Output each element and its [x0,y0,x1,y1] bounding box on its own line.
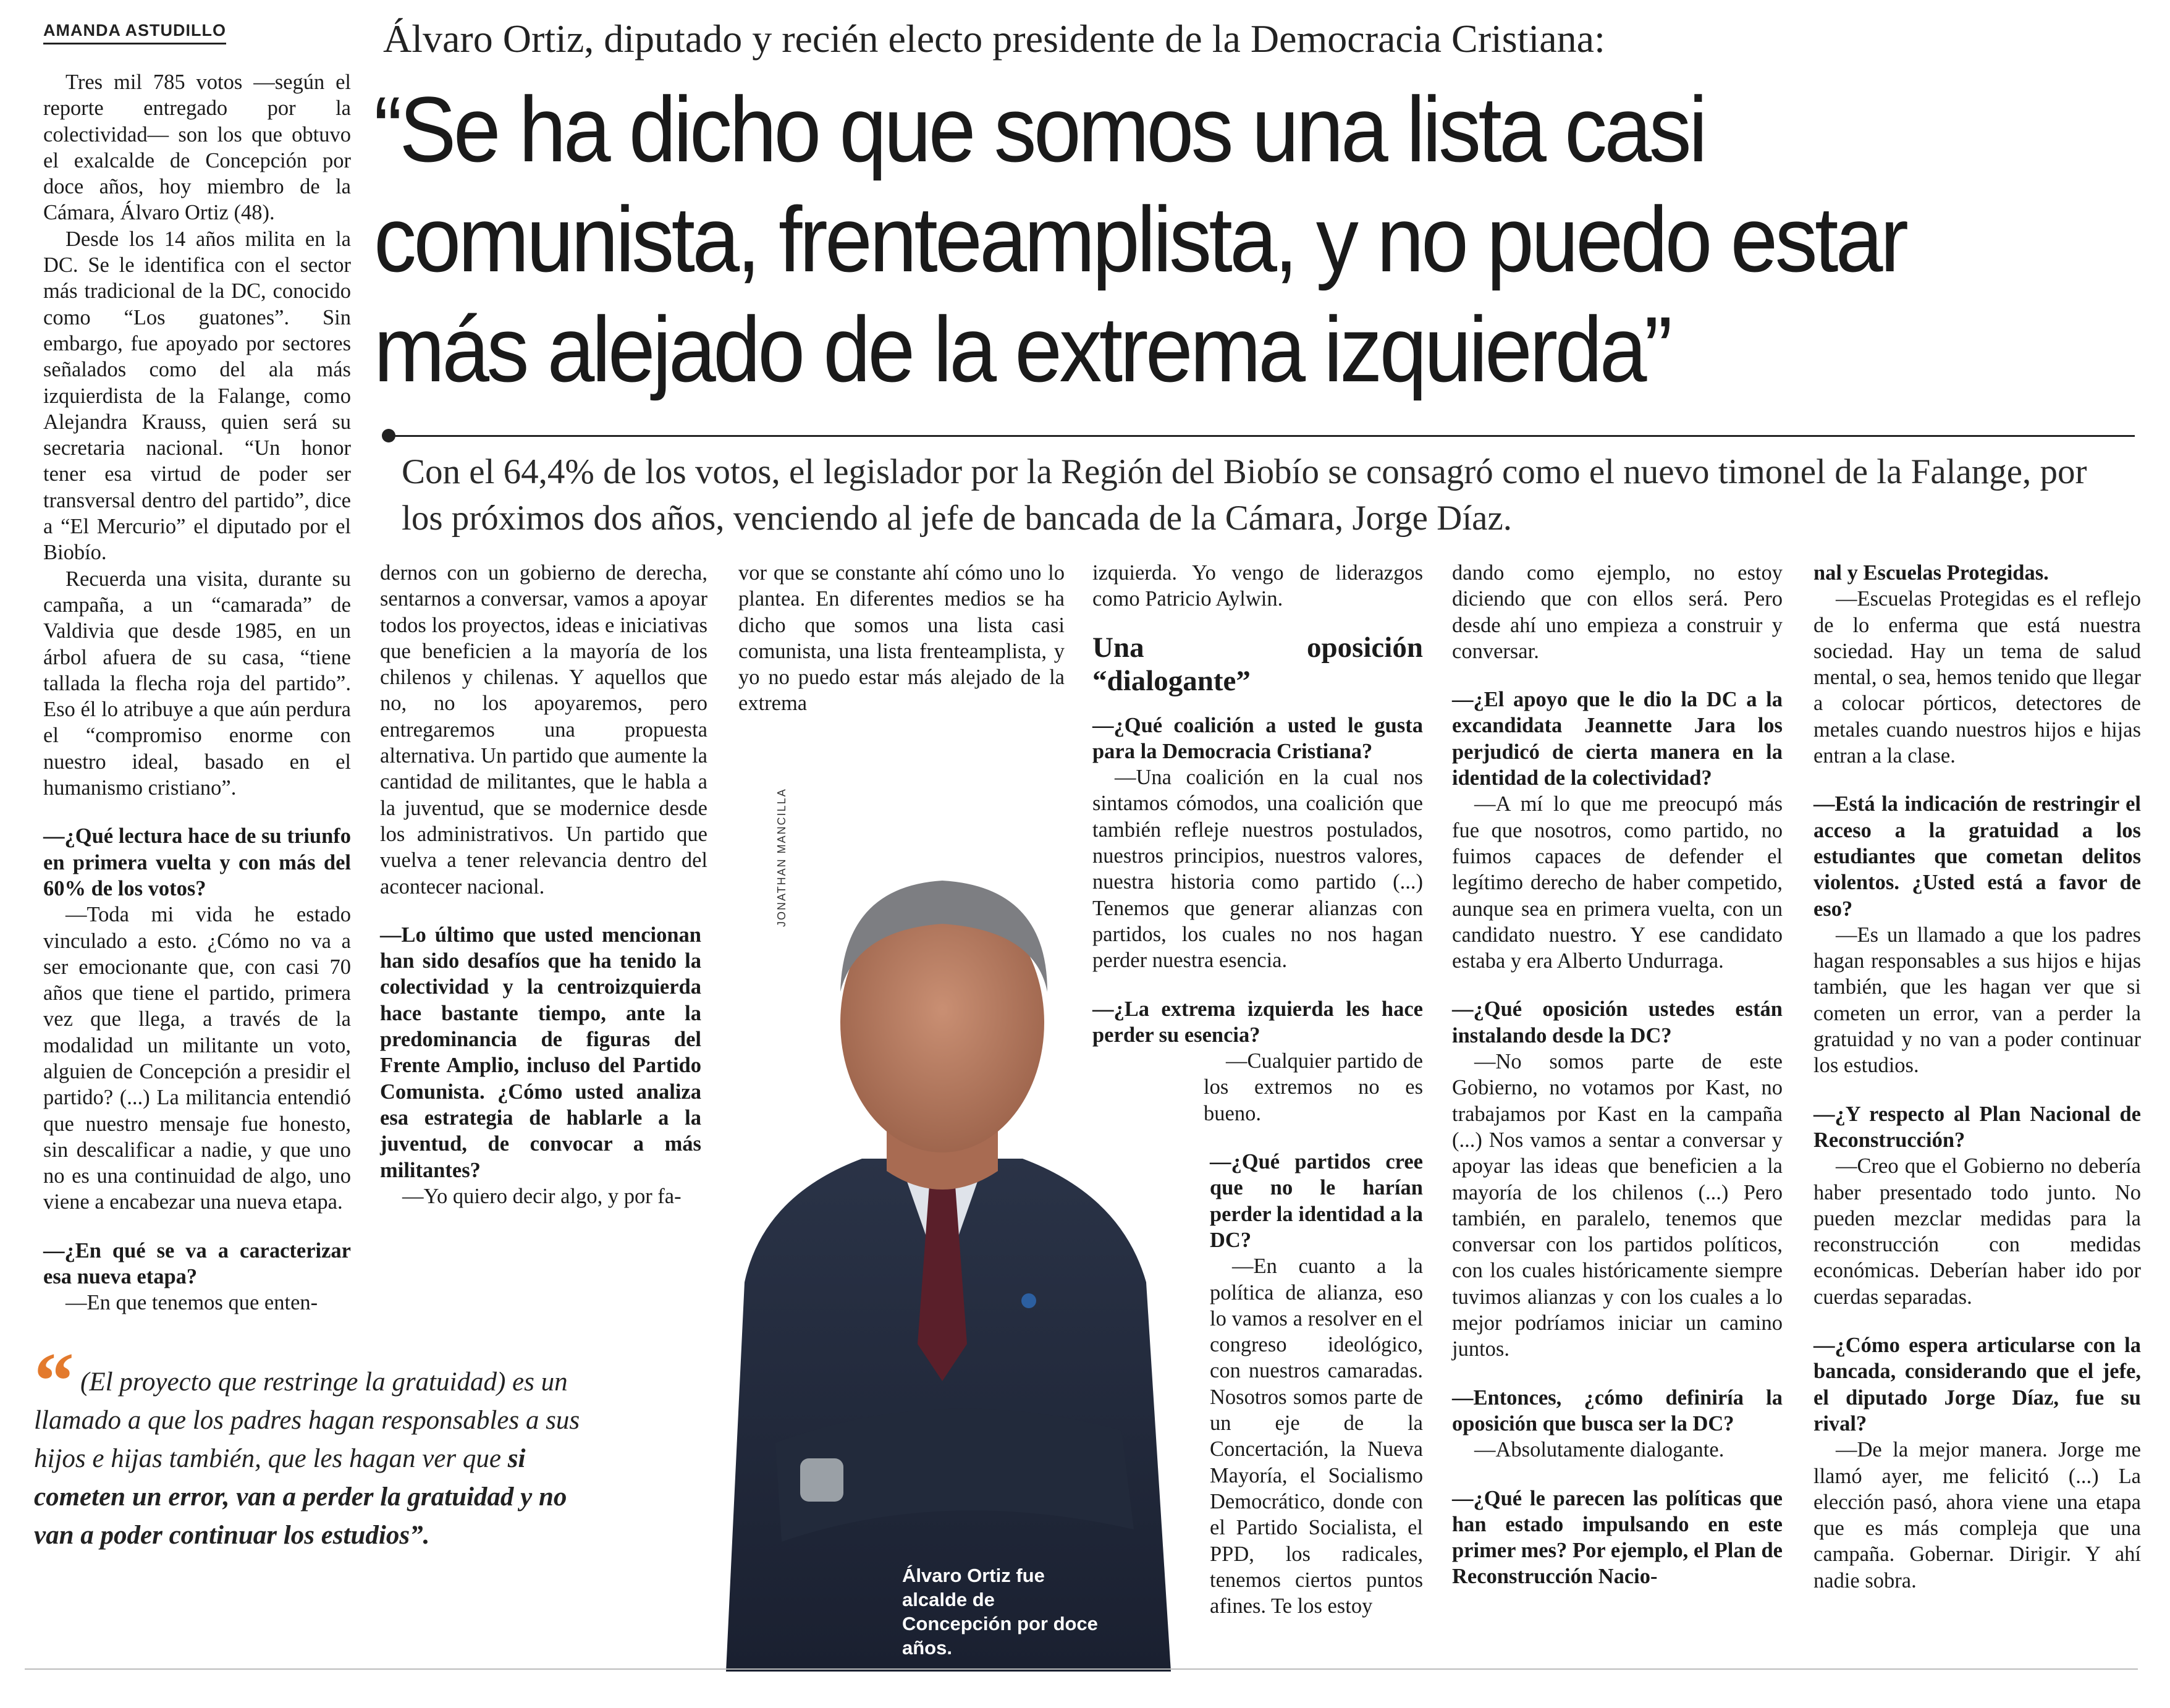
photo-credit: JONATHAN MANCILLA [775,788,788,927]
paragraph: Recuerda una visita, durante su campaña, a un “camarada” de Valdivia que desde 1985, en un árbol afuera de su casa, “tiene tallada la flecha roja del partido”. Eso él lo atribuye a que aún perdura el “compromiso enorme con nuestro ideal, basado en el humanismo cristiano”. [43,567,351,800]
deck-bullet [382,429,395,442]
question: —Está la indicación de restringir el acceso a la gratuidad a los estudiantes que cometan delitos violentos. ¿Usted está a favor de eso? [1813,792,2141,921]
answer: —Escuelas Protegidas es el reflejo de lo enferma que está nuestra sociedad. Hay un tema de salud mental, o sea, hemos tenido que llegar a colocar pórticos, detectores de metales cuando nuestros hijos e hijas entran a la clase. [1813,587,2141,768]
question: nal y Escuelas Protegidas. [1813,561,2049,585]
answer: —Absolutamente dialogante. [1474,1438,1725,1462]
byline: AMANDA ASTUDILLO [43,21,226,44]
answer: —En que tenemos que enten- [65,1291,318,1315]
column-1 [43,69,351,1316]
answer: —Toda mi vida he estado vinculado a esto. ¿Cómo no va a ser emocionante que, con casi 70 años que tiene el partido, primera vez que llega, a través de la modalidad un militante un voto, alguien de Concepción a presidir el partido? (...) La militancia entendió que nuestro mensaje fue honesto, sin descalificar a nadie, y que uno no es una continuidad de algo, uno viene a encabezar una nueva etapa. [43,903,351,1214]
question: —¿Qué le parecen las políticas que han estado impulsando en este primer mes? Por ejemplo, el Plan de Reconstrucción Nacio- [1452,1486,1783,1589]
question: —¿Qué coalición a usted le gusta para la Democracia Cristiana? [1092,713,1423,763]
pull-quote [34,1337,590,1555]
paragraph: Desde los 14 años milita en la DC. Se le identifica con el sector más tradicional de la DC, conocido como “Los guatones”. Sin embargo, fue apoyado por sectores señalados como del ala más izquierdista de la Falange, como Alejandra Krauss, quien será su secretaria nacional. “Un honor tener esa virtud de poder ser transversal dentro del partido”, dice a “El Mercurio” el diputado por el Biobío. [43,227,351,565]
question: —¿Cómo espera articularse con la bancada, considerando que el jefe, el diputado Jorge Díaz, fue su rival? [1813,1334,2141,1435]
deck-rule [386,435,2135,437]
answer: —Una coalición en la cual nos sintamos cómodos, una coalición que también refleje nuestros postulados, nuestros principios, nuestros valores, nuestra historia como partido (...) Tenemos que generar alianzas con partidos, los cuales no nos hagan perder nuestra esencia. [1092,766,1423,973]
kicker: Álvaro Ortiz, diputado y recién electo presidente de la Democracia Cristiana: [383,17,1605,61]
answer: —A mí lo que me preocupó más fue que nosotros, como partido, no fuimos capaces de defender el legítimo derecho de haber competido, aunque sea en primera vuelta, con un candidato nuestro. Y ese candidato estaba y era Alberto Undurraga. [1452,792,1783,973]
answer: —De la mejor manera. Jorge me llamó ayer, me felicitó (...) La elección pasó, ahora viene una etapa que es más compleja que una campaña. Gobernar. Dirigir. Y ahí nadie sobra. [1813,1438,2141,1592]
question: —¿Y respecto al Plan Nacional de Reconstrucción? [1813,1102,2141,1152]
headline: “Se ha dicho que somos una lista casi comunista, frenteamplista, y no puedo estar más alejado de la extrema izquierda” [374,77,1906,401]
quote-mark-icon: “ [34,1337,74,1426]
answer: —Cualquier partido de los extremos no es bueno. [1204,1049,1423,1125]
question: —¿El apoyo que le dio la DC a la excandidata Jeannette Jara los perjudicó de cierta manera en la identidad de la colectividad? [1452,688,1783,790]
column-4 [1092,560,1423,1619]
column-2 [380,560,707,1209]
paragraph: dernos con un gobierno de derecha, sentarnos a conversar, vamos a apoyar todos los proyectos, ideas e iniciativas que beneficien a la mayoría de los chilenos y chilenas. Y aquellos que no, no los apoyaremos, pero entregaremos una propuesta alternativa. Un partido que aumente la cantidad de militantes, que le habla a la juventud, que se modernice desde los administrativos. Un partido que vuelva a tener relevancia dentro del acontecer nacional. [380,561,707,898]
answer: —Es un llamado a que los padres hagan responsables a sus hijos e hijas también, que les hagan ver que si cometen un error, van a perder la gratuidad y no van a poder continuar los estudios. [1813,923,2141,1078]
answer: —Yo quiero decir algo, y por fa- [402,1184,682,1208]
pull-quote-bold: si cometen un error, van a perder la gratuidad y no van a poder continuar los estudios”. [34,1444,567,1550]
column-3 [738,560,1065,717]
deck: Con el 64,4% de los votos, el legislador por la Región del Biobío se consagró como el nuevo timonel de la Falange, por los próximos dos años, venciendo al jefe de bancada de la Cámara, Jorge Díaz. [402,452,2087,538]
question: —¿Qué oposición ustedes están instalando desde la DC? [1452,997,1783,1047]
column-6 [1813,560,2141,1594]
paragraph: vor que se constante ahí cómo uno lo plantea. En diferentes medios se ha dicho que somos una lista casi comunista, una lista frenteamplista, y yo no puedo estar más alejado de la extrema [738,561,1065,716]
answer: —En cuanto a la política de alianza, eso lo vamos a resolver en el congreso ideológico, con nuestros camaradas. Nosotros somos parte de un eje de la Concertación, la Nueva Mayoría, el Socialismo Democrático, donde con el Partido Socialista, el PPD, los radicales, tenemos ciertos puntos afines. Te los estoy [1210,1254,1423,1618]
question: —¿La extrema izquierda les hace perder su esencia? [1092,997,1423,1047]
paragraph: Tres mil 785 votos —según el reporte entregado por la colectividad— son los que obtuvo el exalcalde de Concepción por doce años, hoy miembro de la Cámara, Álvaro Ortiz (48). [43,70,351,225]
photo-caption: Álvaro Ortiz fue alcalde de Concepción por doce años. [902,1565,1098,1659]
column-5 [1452,560,1783,1590]
answer: —No somos parte de este Gobierno, no votamos por Kast, no trabajamos por Kast en la campaña (...) Nos vamos a sentar a conversar y apoyar las ideas que beneficien a la mayoría de los chilenos (...) Pero también, en paralelo, tenemos que conversar con los partidos políticos, con los cuales históricamente siempre tuvimos alianzas y con los cuales a lo mejor podríamos iniciar un camino juntos. [1452,1050,1783,1361]
question: —Lo último que usted mencionan han sido desafíos que ha tenido la colectividad y la centroizquierda hace bastante tiempo, ante la predominancia de figuras del Frente Amplio, incluso del Partido Comunista. ¿Cómo usted analiza esa estrategia de hablarle a la juventud, de convocar a más militantes? [380,923,701,1182]
paragraph: izquierda. Yo vengo de liderazgos como Patricio Aylwin. [1092,561,1423,611]
question: —¿Qué partidos cree que no le harían perder la identidad a la DC? [1210,1150,1423,1252]
subheading: Una oposición “dialogante” [1092,631,1423,697]
pull-quote-lead: (El proyecto que restringe la gratuidad) es un llamado a que los padres hagan responsables a sus hijos e hijas también, que les hagan ver que [34,1368,580,1473]
question: —¿En qué se va a caracterizar esa nueva etapa? [43,1238,351,1289]
answer: —Creo que el Gobierno no debería haber presentado todo junto. No pueden mezclar medidas para la reconstrucción con medidas económicas. Deberían haber ido por cuerdas separadas. [1813,1154,2141,1309]
bottom-rule [25,1668,2138,1670]
question: —¿Qué lectura hace de su triunfo en primera vuelta y con más del 60% de los votos? [43,824,351,900]
paragraph: dando como ejemplo, no estoy diciendo que con ellos será. Pero desde ahí uno empieza a construir y conversar. [1452,561,1783,663]
question: —Entonces, ¿cómo definiría la oposición que busca ser la DC? [1452,1385,1783,1435]
